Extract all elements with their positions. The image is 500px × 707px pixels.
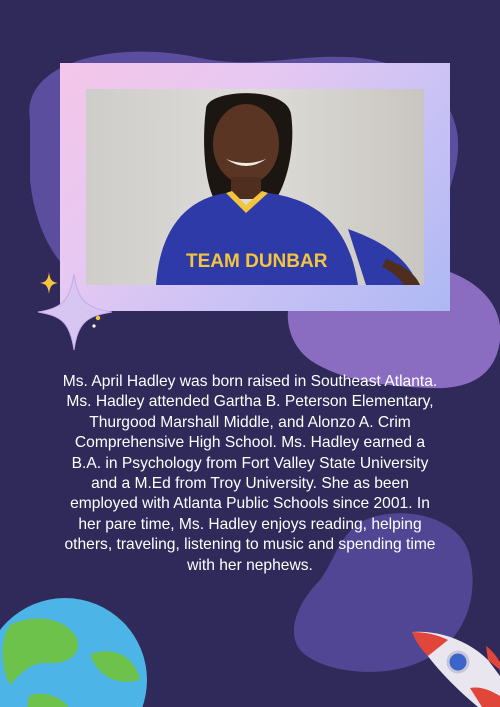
rocket-icon bbox=[408, 626, 500, 707]
sparkle-icon bbox=[36, 266, 116, 356]
profile-photo bbox=[86, 89, 424, 285]
bio-text: Ms. April Hadley was born raised in Southeast Atlanta. Ms. Hadley attended Gartha B. Peterson Elementary, Thurgood Marshall Middle, and Alonzo A. Crim Comprehensive High School. Ms. Hadley earned a B.A. in Psychology from Fort Valley State University and a M.Ed from Troy University. She as been employed with Atlanta Public Schools since 2001. In her pare time, Ms. Hadley enjoys reading, helping others, traveling, listening to music and spending time with her nephews. bbox=[62, 373, 438, 574]
jersey-text: TEAM DUNBAR bbox=[186, 251, 328, 272]
planet-icon bbox=[0, 585, 160, 707]
profile-photo-illustration bbox=[86, 89, 424, 285]
